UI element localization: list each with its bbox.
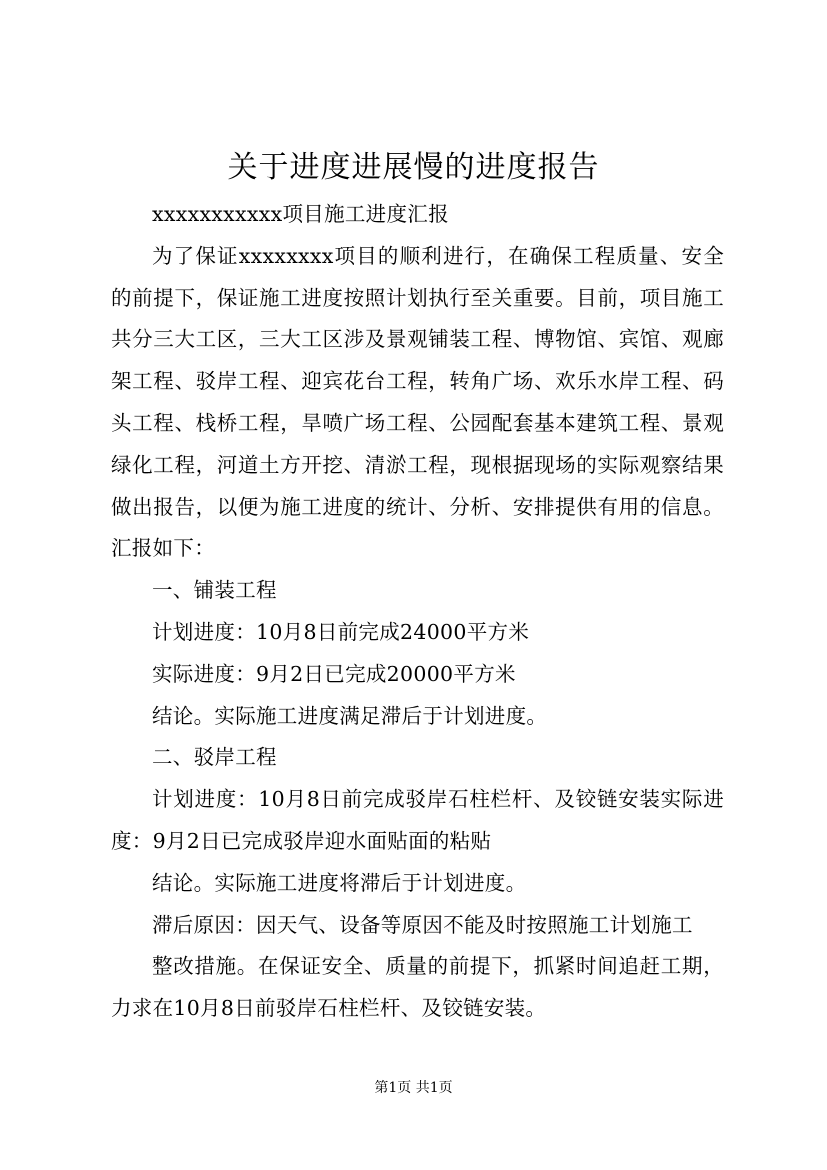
document-body: [111, 194, 724, 1030]
paragraph-intro: 为了保证xxxxxxxx项目的顺利进行，在确保工程质量、安全的前提下，保证施工进度按照计划执行至关重要。目前，项目施工共分三大工区，三大工区涉及景观铺装工程、博物馆、宾馆、观廊架工程、驳岸工程、迎宾花台工程，转角广场、欢乐水岸工程、码头工程、栈桥工程，旱喷广场工程、公园配套基本建筑工程、景观绿化工程，河道土方开挖、清淤工程，现根据现场的实际观察结果做出报告，以便为施工进度的统计、分析、安排提供有用的信息。汇报如下：: [111, 243, 724, 561]
revetment-conclusion: 结论。实际施工进度将滞后于计划进度。: [152, 870, 527, 895]
section-heading-revetment: 二、驳岸工程: [152, 745, 277, 770]
section-heading-paving: 一、铺装工程: [152, 578, 277, 603]
revetment-progress: 计划进度：10月8日前完成驳岸石柱栏杆、及铰链安装实际进度：9月2日已完成驳岸迎水面贴面的粘贴: [111, 787, 724, 853]
document-title: 关于进度进展慢的进度报告: [227, 150, 600, 185]
delay-reason: 滞后原因：因天气、设备等原因不能及时按照施工计划施工: [152, 912, 693, 937]
paving-actual-progress: 实际进度：9月2日已完成20000平方米: [152, 661, 516, 686]
page-footer: 第1页 共1页: [374, 1080, 453, 1096]
paving-conclusion: 结论。实际施工进度满足滞后于计划进度。: [152, 703, 548, 728]
paving-planned-progress: 计划进度：10月8日前完成24000平方米: [152, 619, 530, 644]
corrective-measures: 整改措施。在保证安全、质量的前提下，抓紧时间追赶工期，力求在10月8日前驳岸石柱栏杆、及铰链安装。: [111, 954, 724, 1021]
paragraph-project-heading: xxxxxxxxxxx项目施工进度汇报: [152, 202, 449, 226]
